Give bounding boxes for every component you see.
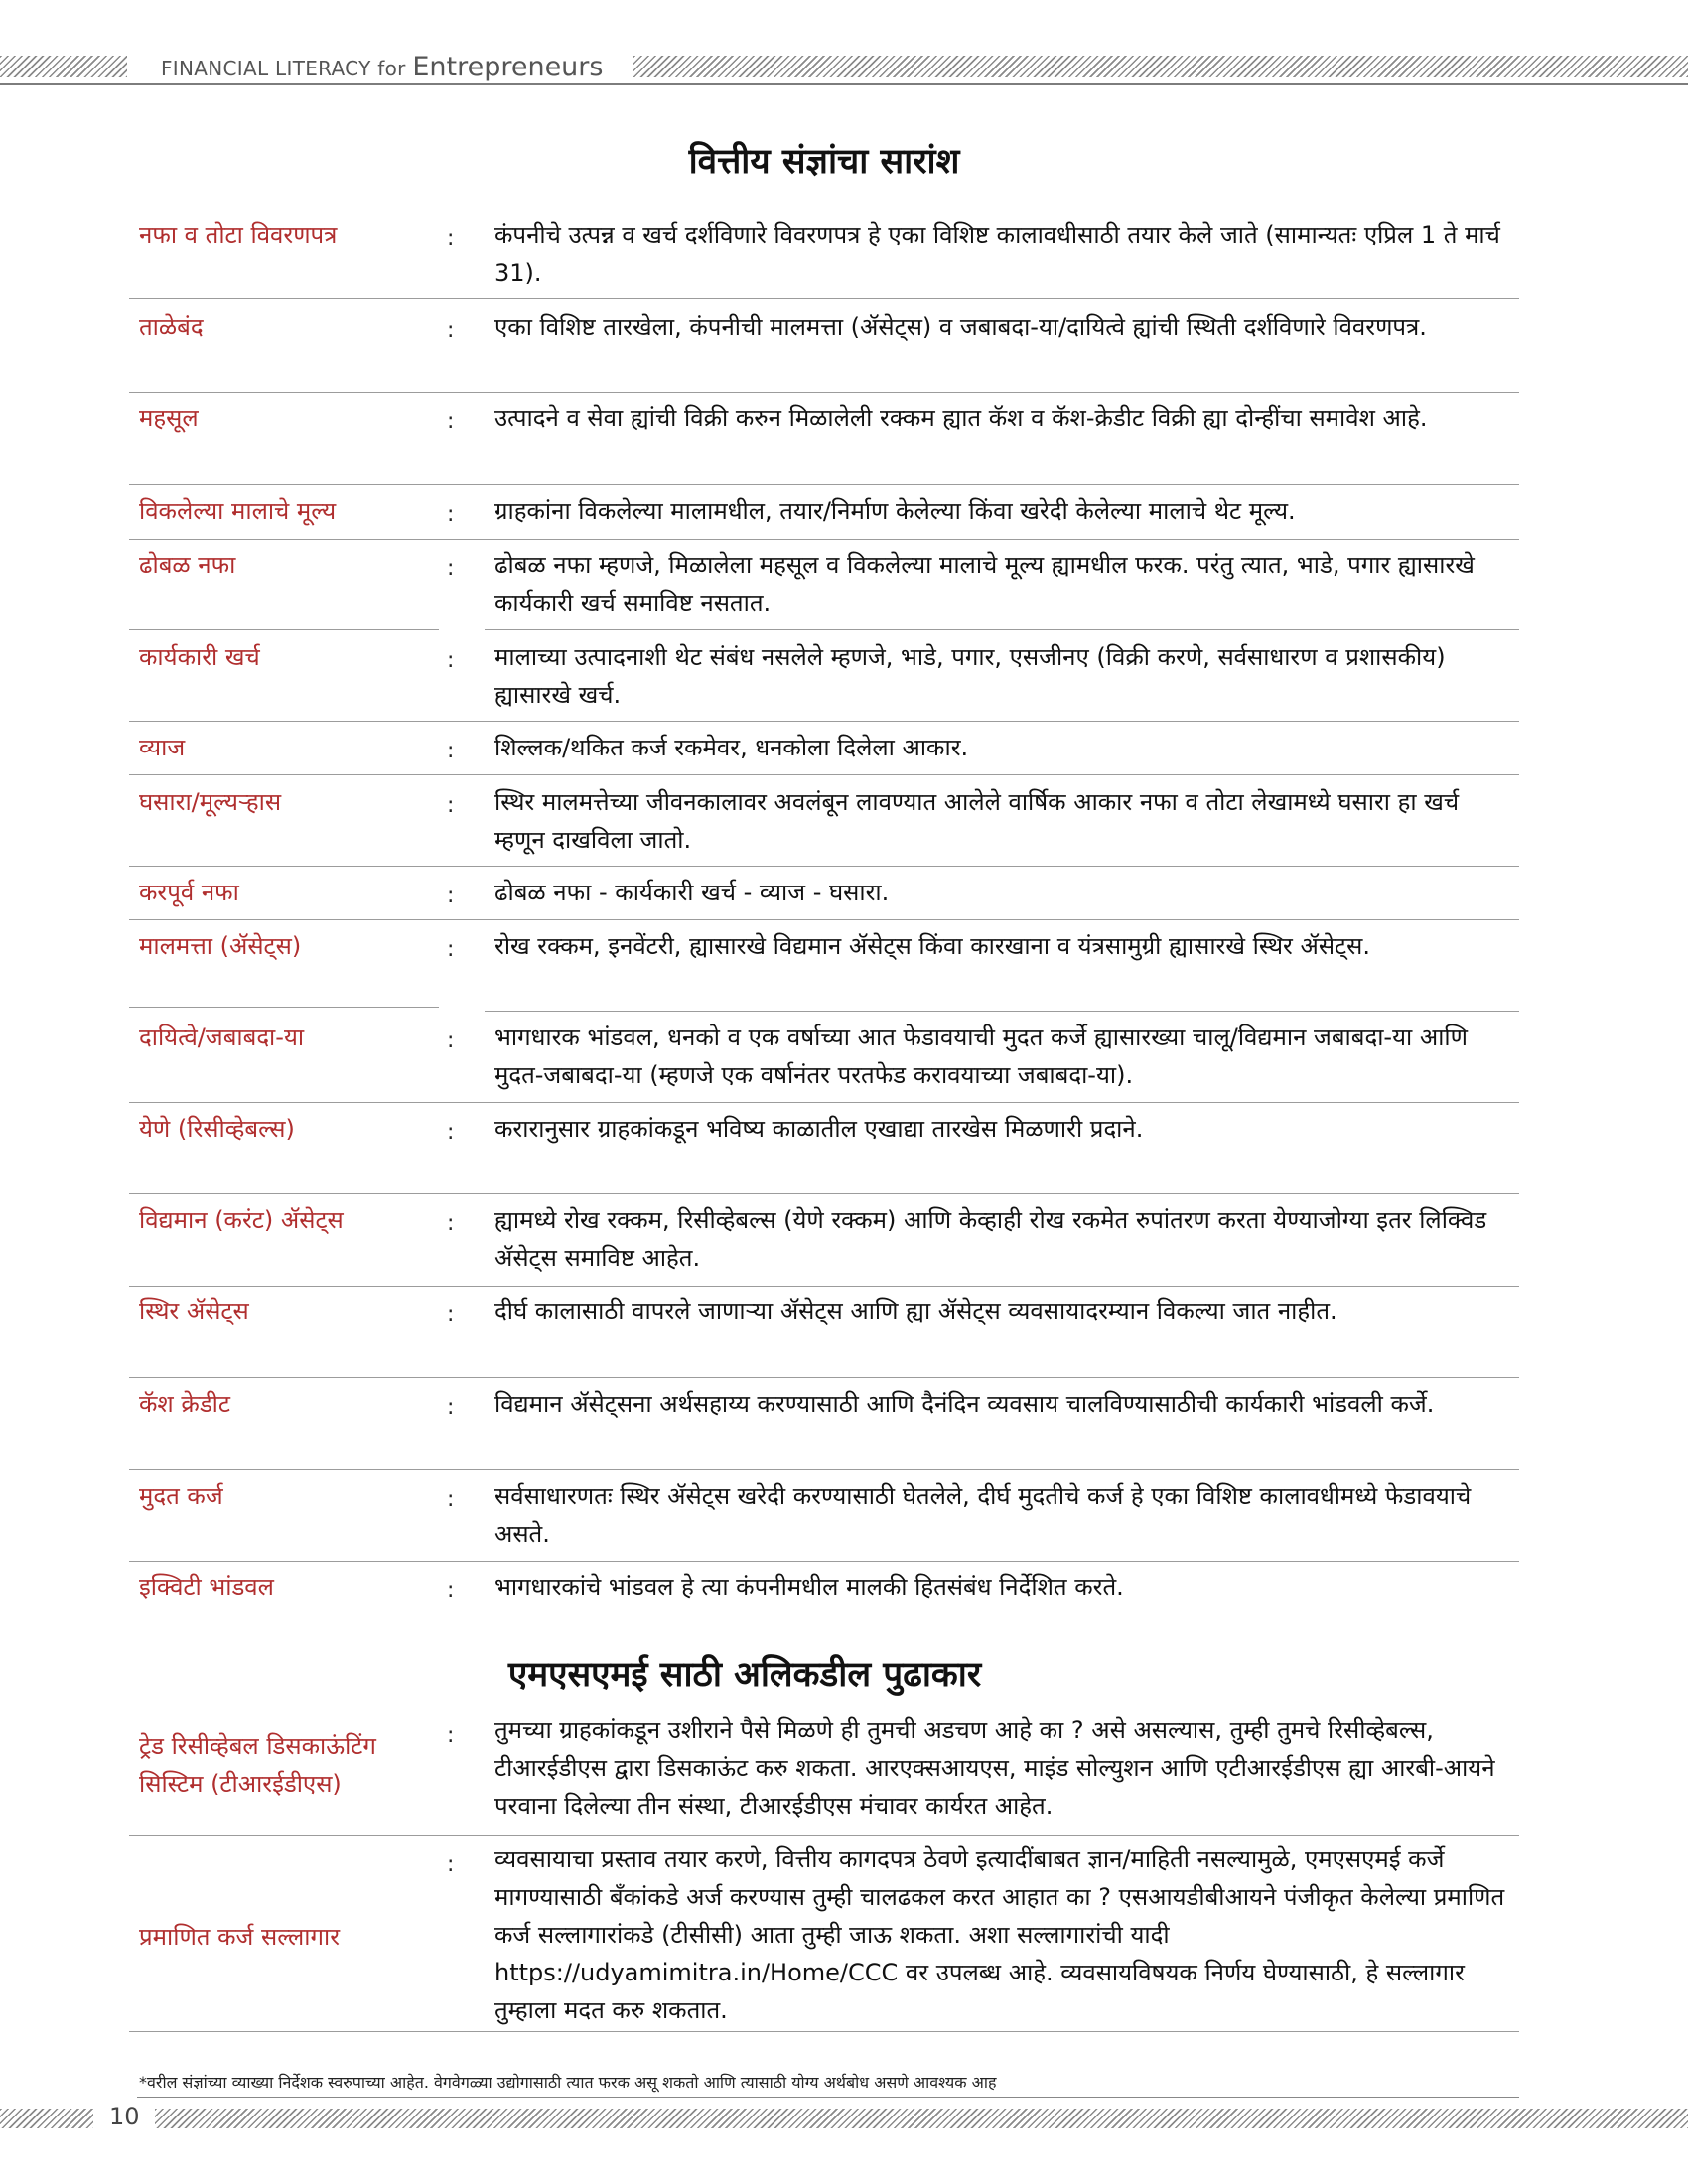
separator: : [447, 937, 455, 962]
row-divider [129, 1286, 1519, 1287]
row-divider [129, 774, 1519, 775]
initiative-term: प्रमाणित कर्ज सल्लागार [139, 1923, 341, 1951]
header-hatch-right [633, 56, 1688, 77]
glossary-term: विकलेल्या मालाचे मूल्य [139, 497, 337, 525]
glossary-term: ढोबळ नफा [139, 551, 236, 579]
separator: : [447, 1723, 455, 1748]
glossary-term: नफा व तोटा विवरणपत्र [139, 221, 338, 249]
row-divider [129, 484, 1519, 485]
header-hatch-left [0, 56, 127, 77]
initiative-term: ट्रेड रिसीव्हेबल डिसकाऊंटिंग सिस्टिम (टीआरईडीएस) [139, 1732, 376, 1798]
row-divider [129, 721, 1519, 722]
initiative-description: तुमच्या ग्राहकांकडून उशीराने पैसे मिळणे ही तुमची अडचण आहे का ? असे असल्यास, तुम्ही तुमचे रिसीव्हेबल्स, टीआरईडीएस द्वारा डिसकाऊंट करु शकता. आरएक्सआयएस, माइंड सोल्युशन आणि एटीआरईडीएस ह्या आरबी-आयने परवाना दिलेल्या तीन संस्था, टीआरईडीएस मंचावर कार्यरत आहेत. [494, 1716, 1495, 1820]
glossary-definition: विद्यमान ॲसेट्सना अर्थसहाय्य करण्यासाठी आणि दैनंदिन व्यवसाय चालविण्यासाठीची कार्यकारी भांडवली कर्जे. [494, 1390, 1435, 1418]
glossary-term: कार्यकारी खर्च [139, 643, 260, 671]
page-number: 10 [109, 2103, 140, 2130]
row-divider [129, 392, 1519, 393]
glossary-definition: मालाच्या उत्पादनाशी थेट संबंध नसलेले म्हणजे, भाडे, पगार, एसजीनए (विक्री करणे, सर्वसाधारण व प्रशासकीय) ह्यासारखे खर्च. [494, 643, 1446, 709]
glossary-term: करपूर्व नफा [139, 879, 239, 906]
row-divider [129, 298, 1519, 299]
row-divider [129, 1007, 439, 1008]
initiatives-title: एमएसएमई साठी अलिकडील पुढाकार [507, 1655, 982, 1695]
glossary-definition: स्थिर मालमत्तेच्या जीवनकालावर अवलंबून लावण्यात आलेले वार्षिक आकार नफा व तोटा लेखामध्ये घसारा हा खर्च म्हणून दाखविला जातो. [494, 788, 1460, 854]
separator: : [447, 556, 455, 581]
footer-hatch-left [0, 2109, 93, 2128]
glossary-term: व्याज [139, 734, 186, 761]
row-divider [485, 629, 1519, 630]
separator: : [447, 226, 455, 251]
footnote: *वरील संज्ञांच्या व्याख्या निर्देशक स्वरुपाच्या आहेत. वेगवेगळ्या उद्योगासाठी त्यात फरक असू शकतो आणि त्यासाठी योग्य अर्थबोध असणे आवश्यक आह [139, 2073, 997, 2092]
separator: : [447, 793, 455, 818]
separator: : [447, 502, 455, 527]
running-header [161, 52, 603, 82]
initiative-description: व्यवसायाचा प्रस्ताव तयार करणे, वित्तीय कागदपत्र ठेवणे इत्यादींबाबत ज्ञान/माहिती नसल्यामुळे, एमएसएमई कर्जे मागण्यासाठी बँकांकडे अर्ज करण्यास तुम्ही चालढकल करत आहात का ? एसआयडीबीआयने पंजीकृत केलेल्या प्रमाणित कर्ज सल्लागारांकडे (टीसीसी) आता तुम्ही जाऊ शकता. अशा सल्लागारांची यादी https://udyamimitra.in/Home/CCC वर उपलब्ध आहे. व्यवसायविषयक निर्णय घेण्यासाठी, हे सल्लागार तुम्हाला मदत करु शकतात. [494, 1845, 1505, 2024]
glossary-definition: शिल्लक/थकित कर्ज रकमेवर, धनकोला दिलेला आकार. [494, 734, 969, 761]
header-rule [0, 83, 1688, 85]
row-divider [129, 1469, 1519, 1470]
glossary-term: महसूल [139, 404, 199, 432]
separator: : [447, 648, 455, 673]
row-divider [129, 629, 439, 630]
row-divider [129, 539, 1519, 540]
glossary-definition: एका विशिष्ट तारखेला, कंपनीची मालमत्ता (ॲसेट्स) व जबाबदा-या/दायित्वे ह्यांची स्थिती दर्शविणारे विवरणपत्र. [494, 313, 1427, 341]
glossary-definition: दीर्घ कालासाठी वापरले जाणाऱ्या ॲसेट्स आणि ह्या ॲसेट्स व्यवसायादरम्यान विकल्या जात नाहीत. [494, 1297, 1337, 1325]
header-title-small: FINANCIAL LITERACY for [161, 57, 406, 80]
separator: : [447, 1395, 455, 1420]
glossary-title: वित्तीय संज्ञांचा सारांश [688, 142, 960, 182]
glossary-definition: ग्राहकांना विकलेल्या मालामधील, तयार/निर्माण केलेल्या किंवा खरेदी केलेल्या मालाचे थेट मूल्य. [494, 497, 1296, 525]
separator: : [447, 1211, 455, 1236]
glossary-definition: रोख रक्कम, इनवेंटरी, ह्यासारखे विद्यमान ॲसेट्स किंवा कारखाना व यंत्रसामुग्री ह्यासारखे स्थिर ॲसेट्स. [494, 932, 1370, 960]
glossary-term: येणे (रिसीव्हेबल्स) [139, 1115, 295, 1143]
glossary-definition: भागधारक भांडवल, धनको व एक वर्षाच्या आत फेडावयाची मुदत कर्जे ह्यासारख्या चालू/विद्यमान जबाबदा-या आणि मुदत-जबाबदा-या (म्हणजे एक वर्षानंतर परतफेड करावयाच्या जबाबदा-या). [494, 1024, 1468, 1089]
glossary-definition: सर्वसाधारणतः स्थिर ॲसेट्स खरेदी करण्यासाठी घेतलेले, दीर्घ मुदतीचे कर्ज हे एका विशिष्ट कालावधीमध्ये फेडावयाचे असते. [494, 1482, 1472, 1548]
glossary-term: स्थिर ॲसेट्स [139, 1297, 249, 1325]
separator: : [447, 884, 455, 908]
footer-rule [137, 2097, 1519, 2098]
glossary-term: मुदत कर्ज [139, 1482, 223, 1510]
header-title-large: Entrepreneurs [412, 52, 604, 82]
glossary-definition: उत्पादने व सेवा ह्यांची विक्री करुन मिळालेली रक्कम ह्यात कॅश व कॅश-क्रेडीट विक्री ह्या दोन्हींचा समावेश आहे. [494, 404, 1428, 432]
separator: : [447, 318, 455, 342]
glossary-definition: ढोबळ नफा म्हणजे, मिळालेला महसूल व विकलेल्या मालाचे मूल्य ह्यामधील फरक. परंतु त्यात, भाडे, पगार ह्यासारखे कार्यकारी खर्च समाविष्ट नसतात. [494, 551, 1475, 616]
separator: : [447, 1302, 455, 1327]
glossary-definition: ह्यामध्ये रोख रक्कम, रिसीव्हेबल्स (येणे रक्कम) आणि केव्हाही रोख रकमेत रुपांतरण करता येण्याजोग्या इतर लिक्विड ॲसेट्स समाविष्ट आहेत. [494, 1206, 1487, 1272]
row-divider [129, 1835, 1519, 1836]
separator: : [447, 409, 455, 434]
row-divider [485, 1011, 1519, 1012]
separator: : [447, 1120, 455, 1145]
row-divider [129, 2031, 1519, 2032]
separator: : [447, 1487, 455, 1512]
glossary-definition: करारानुसार ग्राहकांकडून भविष्य काळातील एखाद्या तारखेस मिळणारी प्रदाने. [494, 1115, 1144, 1143]
separator: : [447, 1028, 455, 1053]
row-divider [129, 1377, 1519, 1378]
row-divider [129, 1561, 1519, 1562]
separator: : [447, 1578, 455, 1603]
row-divider [129, 866, 1519, 867]
glossary-term: घसारा/मूल्यऱ्हास [139, 788, 282, 816]
glossary-definition: भागधारकांचे भांडवल हे त्या कंपनीमधील मालकी हितसंबंध निर्देशित करते. [494, 1573, 1124, 1601]
glossary-term: कॅश क्रेडीट [139, 1390, 230, 1418]
row-divider [129, 919, 1519, 920]
separator: : [447, 1852, 455, 1877]
glossary-term: इक्विटी भांडवल [139, 1573, 274, 1601]
row-divider [129, 1193, 1519, 1194]
glossary-definition: ढोबळ नफा - कार्यकारी खर्च - व्याज - घसारा. [494, 879, 890, 906]
glossary-term: मालमत्ता (ॲसेट्स) [139, 932, 302, 960]
row-divider [129, 1102, 1519, 1103]
glossary-definition: कंपनीचे उत्पन्न व खर्च दर्शविणारे विवरणपत्र हे एका विशिष्ट कालावधीसाठी तयार केले जाते (सामान्यतः एप्रिल 1 ते मार्च 31). [494, 221, 1500, 287]
separator: : [447, 739, 455, 763]
glossary-term: दायित्वे/जबाबदा-या [139, 1024, 305, 1051]
glossary-term: ताळेबंद [139, 313, 204, 341]
glossary-term: विद्यमान (करंट) ॲसेट्स [139, 1206, 344, 1234]
footer-hatch-right [155, 2109, 1688, 2128]
